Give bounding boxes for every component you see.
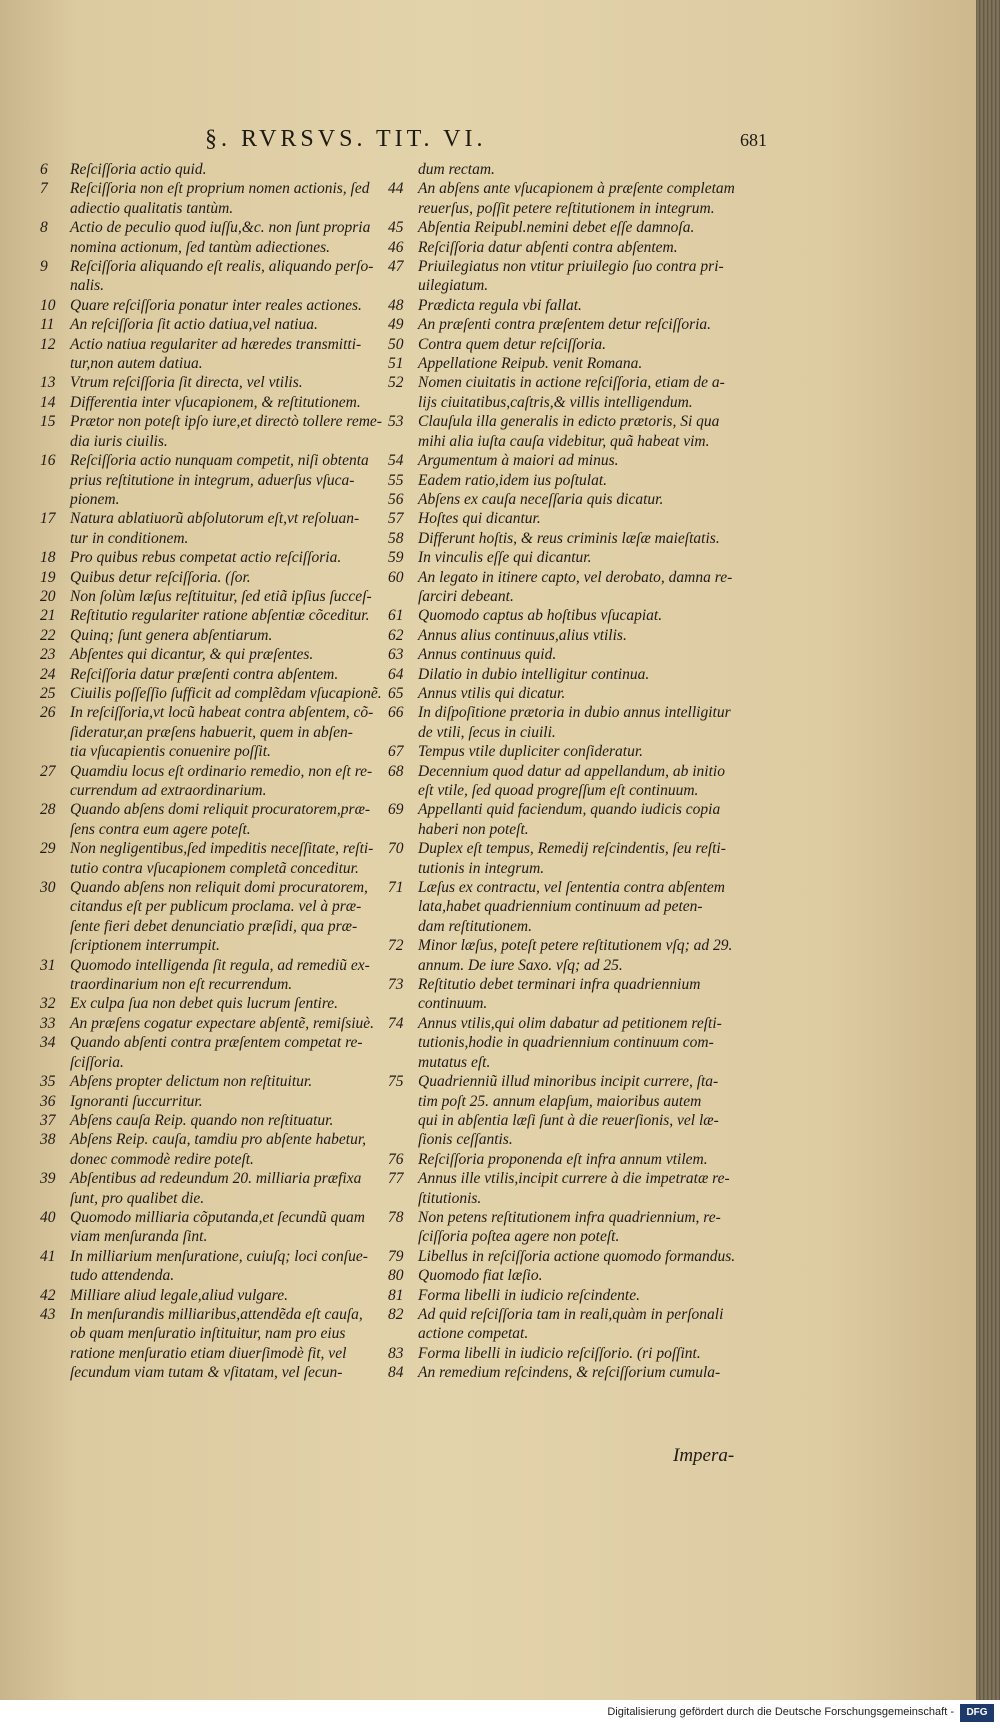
entry-text-line: In milliarium menſuratione, cuiuſq; loci conſue- [70,1247,368,1265]
entry-number: 68 [388,762,404,780]
entry-text-line: ſtitutionis. [418,1189,482,1207]
entry-text-line: Duplex eſt tempus, Remedij reſcindentis, ſeu reſti- [418,840,726,858]
index-entry [388,684,748,703]
entry-text-line: nomina actionum, ſed tantùm adiectiones. [70,238,331,256]
index-entry [388,354,748,373]
entry-number: 63 [388,646,404,664]
entry-number: 6 [40,161,48,178]
entry-text-line: Abſens cauſa Reip. quando non reſtituatur. [70,1111,334,1129]
entry-text-line: Quadrienniũ illud minoribus incipit currere, ſta- [418,1073,719,1091]
entry-text-line: tur,non autem datiua. [70,355,203,373]
index-entry [388,1014,748,1072]
index-entry [388,160,748,179]
entry-number: 25 [40,684,56,702]
entry-text-line: Abſentibus ad redeundum 20. milliaria præfixa [70,1170,362,1188]
entry-text-line: Reſciſſoria aliquando eſt realis, aliquando perſo- [70,258,374,276]
entry-text-line: Quando abſens non reliquit domi procuratorem, [70,879,368,897]
entry-text-line: prius reſtitutione in integrum, aduerſus vſuca- [70,471,355,489]
index-entry [388,839,748,878]
entry-number: 72 [388,937,404,955]
index-entry [40,587,400,606]
entry-number: 75 [388,1073,404,1091]
entry-text-line: ſciſſoria. [70,1053,124,1071]
entry-text-line: In vinculis eſſe qui dicantur. [418,549,592,567]
entry-text-line: Actio de peculio quod iuſſu,&c. non ſunt propria [70,219,371,237]
entry-text-line: Pro quibus rebus competat actio reſciſſoria. [70,549,342,567]
entry-text-line: Annus alius continuus,alius vtilis. [418,626,627,644]
index-entry [40,218,400,257]
entry-text-line: Abſens ex cauſa neceſſaria quis dicatur. [418,490,664,508]
entry-number: 39 [40,1170,56,1188]
index-entry [40,762,400,801]
index-entry [388,1208,748,1247]
entry-number: 21 [40,607,56,625]
entry-text-line: Quamdiu locus eſt ordinario remedio, non eſt re- [70,762,373,780]
entry-number: 45 [388,219,404,237]
index-entry [40,335,400,374]
entry-number: 56 [388,490,404,508]
index-entry [40,160,400,179]
entry-text-line: In diſpoſitione prætoria in dubio annus intelligitur [418,704,731,722]
entry-text-line: Priuilegiatus non vtitur priuilegio ſuo contra pri- [418,258,724,276]
entry-text-line: Prædicta regula vbi fallat. [418,296,582,314]
entry-number: 27 [40,762,56,780]
index-entry [388,529,748,548]
index-entry [388,257,748,296]
entry-number: 20 [40,587,56,605]
entry-text-line: Reſtitutio regulariter ratione abſentiæ cõceditur. [70,607,370,625]
index-entry [388,626,748,645]
entry-number: 77 [388,1170,404,1188]
index-entry [388,179,748,218]
entry-text-line: tutionis,hodie in quadriennium continuum com- [418,1034,714,1052]
index-entry [388,878,748,936]
entry-text-line: Differunt hoſtis, & reus criminis læſæ maieſtatis. [418,529,720,547]
entry-number: 70 [388,840,404,858]
index-entry [388,742,748,761]
entry-number: 9 [40,258,48,276]
index-entry [40,393,400,412]
entry-text-line: actione competat. [418,1325,529,1343]
entry-text-line: mutatus eſt. [418,1053,491,1071]
entry-text-line: Abſens Reip. cauſa, tamdiu pro abſente habetur, [70,1131,367,1149]
dfg-logo: DFG [960,1704,994,1722]
entry-text-line: Natura ablatiuorũ abſolutorum eſt,vt reſoluan- [70,510,360,528]
index-entry [388,451,748,470]
entry-text-line: ſideratur,an præſens habuerit, quem in abſen- [70,723,353,741]
entry-number: 29 [40,840,56,858]
index-entry [388,373,748,412]
index-entry [388,762,748,801]
entry-text-line: ratione menſuratio etiam diuerſimodè fit, vel [70,1344,347,1362]
index-entry [388,936,748,975]
index-entry [388,665,748,684]
entry-number: 81 [388,1286,404,1304]
index-entry [40,1092,400,1111]
entry-number: 18 [40,549,56,567]
index-entry [40,1130,400,1169]
entry-text-line: Vtrum reſciſſoria ſit directa, vel vtilis. [70,374,303,392]
entry-number: 35 [40,1073,56,1091]
entry-text-line: continuum. [418,995,488,1013]
entry-text-line: Reſciſſoria non eſt proprium nomen actionis, ſed [70,180,370,198]
entry-text-line: tur in conditionem. [70,529,189,547]
entry-text-line: Non petens reſtitutionem infra quadriennium, re- [418,1208,721,1226]
entry-number: 34 [40,1034,56,1052]
index-entry [388,1150,748,1169]
entry-text-line: Nomen ciuitatis in actione reſciſſoria, etiam de a- [418,374,725,392]
index-entry [40,1111,400,1130]
index-entry [388,975,748,1014]
index-entry [40,1286,400,1305]
entry-number: 66 [388,704,404,722]
entry-number: 84 [388,1364,404,1382]
entry-text-line: qui in abſentia læſi ſunt à die reuerſionis, vel læ- [418,1111,719,1129]
entry-number: 71 [388,879,404,897]
entry-text-line: Quomodo intelligenda ſit regula, ad remediũ ex- [70,956,370,974]
index-entry [40,606,400,625]
page-header [0,126,976,162]
entry-number: 52 [388,374,404,392]
entry-text-line: dum rectam. [418,161,495,178]
entry-text-line: Ad quid reſciſſoria tam in reali,quàm in perſonali [418,1305,724,1323]
entry-text-line: Ignoranti ſuccurritur. [70,1092,203,1110]
entry-number: 61 [388,607,404,625]
footer-credit: Digitalisierung gefördert durch die Deutsche Forschungsgemeinschaft - [607,1706,954,1718]
entry-number: 40 [40,1208,56,1226]
index-entry [388,509,748,528]
page-number: 681 [740,130,767,150]
index-entry [40,994,400,1013]
index-entry [40,800,400,839]
entry-text-line: Reſciſſoria datur præſenti contra abſentem. [70,665,339,683]
entry-text-line: Clauſula illa generalis in edicto prætoris, Si qua [418,413,720,431]
index-entry [388,548,748,567]
index-entry [40,509,400,548]
entry-text-line: Quando abſens domi reliquit procuratorem,præ- [70,801,371,819]
entry-text-line: An præſens cogatur expectare abſentẽ, remiſsiuè. [70,1014,375,1032]
index-entry [388,490,748,509]
entry-text-line: pionem. [70,490,120,508]
entry-text-line: Quibus detur reſciſſoria. (ſor. [70,568,251,586]
entry-number: 8 [40,219,48,237]
entry-number: 82 [388,1305,404,1323]
entry-text-line: Annus vtilis qui dicatur. [418,684,566,702]
index-entry [40,548,400,567]
entry-text-line: ſunt, pro qualibet die. [70,1189,205,1207]
entry-text-line: Quinq; ſunt genera abſentiarum. [70,626,273,644]
entry-text-line: citandus eſt per publicum proclama. vel à præ- [70,898,362,916]
catchword: Impera- [673,1445,735,1466]
entry-number: 17 [40,510,56,528]
entry-number: 24 [40,665,56,683]
entry-number: 62 [388,626,404,644]
index-entry [40,451,400,509]
entry-number: 32 [40,995,56,1013]
entry-text-line: currendum ad extraordinarium. [70,782,267,799]
entry-text-line: Abſens propter delictum non reſtituitur. [70,1073,313,1091]
entry-text-line: Abſentia Reipubl.nemini debet eſſe damnoſa. [418,219,695,237]
entry-number: 28 [40,801,56,819]
entry-number: 38 [40,1131,56,1149]
entry-text-line: Quomodo fiat læſio. [418,1267,543,1285]
index-column-right [388,160,748,1383]
index-entry [40,1305,400,1383]
index-entry [40,1072,400,1091]
index-column-left [40,160,400,1383]
entry-text-line: Non ſolùm læſus reſtituitur, ſed etiã ipſius ſucceſ- [70,587,372,605]
entry-number: 57 [388,510,404,528]
index-entry [40,1014,400,1033]
entry-text-line: Argumentum à maiori ad minus. [418,452,619,470]
index-entry [40,956,400,995]
index-entry [40,684,400,703]
entry-text-line: Minor læſus, poteſt petere reſtitutionem vſq; ad 29. [418,937,733,955]
entry-number: 50 [388,335,404,353]
entry-number: 10 [40,296,56,314]
entry-number: 43 [40,1305,56,1323]
entry-text-line: Dilatio in dubio intelligitur continua. [418,665,650,683]
entry-text-line: Reſciſſoria proponenda eſt infra annum vtilem. [418,1150,708,1168]
entry-text-line: Ciuilis poſſeſſio ſufficit ad complẽdam vſucapionẽ. [70,684,382,702]
entry-text-line: Quare reſciſſoria ponatur inter reales actiones. [70,296,362,314]
entry-text-line: tutio contra vſucapionem completã conceditur. [70,859,359,877]
entry-text-line: Actio natiua regulariter ad hæredes transmitti- [70,335,362,353]
entry-text-line: Hoſtes qui dicantur. [418,510,541,528]
index-entry [40,568,400,587]
entry-text-line: Appellatione Reipub. venit Romana. [418,355,643,373]
entry-number: 30 [40,879,56,897]
entry-text-line: uilegiatum. [418,277,489,295]
entry-number: 31 [40,956,56,974]
entry-text-line: Quomodo captus ab hoſtibus vſucapiat. [418,607,663,625]
entry-text-line: traordinarium non eſt recurrendum. [70,976,293,994]
entry-number: 51 [388,355,404,373]
entry-text-line: donec commodè redire poteſt. [70,1150,254,1168]
entry-number: 48 [388,296,404,314]
index-entry [388,1344,748,1363]
entry-number: 60 [388,568,404,586]
entry-number: 55 [388,471,404,489]
index-entry [40,665,400,684]
index-entry [388,218,748,237]
entry-number: 23 [40,646,56,664]
entry-text-line: annum. De iure Saxo. vſq; ad 25. [418,956,623,974]
entry-text-line: In reſciſſoria,vt locũ habeat contra abſentem, cõ- [70,704,374,722]
index-entry [388,238,748,257]
entry-number: 22 [40,626,56,644]
entry-text-line: Læſus ex contractu, vel ſententia contra abſentem [418,879,725,897]
index-entry [388,1169,748,1208]
index-entry [40,626,400,645]
page-edge [976,0,1000,1729]
entry-text-line: Forma libelli in iudicio reſcindente. [418,1286,640,1304]
entry-text-line: Non negligentibus,ſed impeditis neceſſitate, reſti- [70,840,374,858]
entry-number: 53 [388,413,404,431]
entry-text-line: ſciſſoria poſtea agere non poteſt. [418,1228,620,1246]
index-entry [388,1072,748,1150]
index-entry [388,568,748,607]
entry-text-line: An præſenti contra præſentem detur reſciſſoria. [418,316,712,334]
entry-number: 67 [388,743,404,761]
index-entry [388,412,748,451]
entry-number: 44 [388,180,404,198]
entry-text-line: Abſentes qui dicantur, & qui præſentes. [70,646,314,664]
entry-text-line: reuerſus, poſſit petere reſtitutionem in integrum. [418,199,715,217]
index-entry [40,645,400,664]
index-entry [388,606,748,625]
entry-number: 36 [40,1092,56,1110]
entry-text-line: eſt vtile, ſed quoad progreſſum eſt continuum. [418,782,699,799]
entry-text-line: ſente fieri debet denunciatio præſidi, qua præ- [70,917,358,935]
running-title: §. RVRSVS. TIT. VI. [205,126,487,152]
entry-text-line: Forma libelli in iudicio reſciſſorio. (ri poſſint. [418,1344,701,1362]
entry-number: 7 [40,180,48,198]
entry-text-line: lijs ciuitatibus,caſtris,& villis intelligendum. [418,393,693,411]
entry-text-line: tutionis in integrum. [418,859,545,877]
entry-number: 69 [388,801,404,819]
index-entry [40,878,400,956]
entry-text-line: Milliare aliud legale,aliud vulgare. [70,1286,288,1304]
entry-number: 41 [40,1247,56,1265]
entry-text-line: Reſtitutio debet terminari infra quadriennium [418,976,701,994]
entry-number: 79 [388,1247,404,1265]
index-entry [40,179,400,218]
entry-text-line: ſcriptionem interrumpit. [70,937,220,955]
entry-text-line: An remedium reſcindens, & reſciſſorium cumula- [418,1364,721,1382]
entry-number: 11 [40,316,55,334]
index-entry [388,1266,748,1285]
entry-text-line: Reſciſſoria actio nunquam competit, niſi obtenta [70,452,369,470]
index-entry [40,296,400,315]
index-entry [40,1208,400,1247]
index-entry [388,1363,748,1382]
entry-number: 37 [40,1111,56,1129]
index-entry [40,703,400,761]
entry-text-line: Annus vtilis,qui olim dabatur ad petitionem reſti- [418,1014,722,1032]
entry-number: 26 [40,704,56,722]
entry-text-line: ſionis ceſſantis. [418,1131,513,1149]
entry-number: 42 [40,1286,56,1304]
index-entry [388,296,748,315]
entry-text-line: tia vſucapientis conuenire poſſit. [70,743,271,761]
entry-number: 13 [40,374,56,392]
entry-number: 46 [388,238,404,256]
entry-number: 54 [388,452,404,470]
index-entry [388,645,748,664]
entry-number: 19 [40,568,56,586]
entry-text-line: ſecundum viam tutam & vſitatam, vel ſecun- [70,1364,343,1382]
entry-number: 59 [388,549,404,567]
index-entry [388,800,748,839]
entry-number: 76 [388,1150,404,1168]
entry-text-line: lata,habet quadriennium continuum ad peten- [418,898,703,916]
entry-text-line: adiectio qualitatis tantùm. [70,199,234,217]
index-entry [388,1286,748,1305]
entry-text-line: ſarciri debeant. [418,587,514,605]
index-entry [40,315,400,334]
entry-text-line: In menſurandis milliaribus,attendẽda eſt cauſa, [70,1305,363,1323]
entry-text-line: viam menſuranda ſint. [70,1228,208,1246]
entry-text-line: Libellus in reſciſſoria actione quomodo formandus. [418,1247,736,1265]
entry-text-line: Annus continuus quid. [418,646,557,664]
entry-text-line: Contra quem detur reſciſſoria. [418,335,606,353]
entry-text-line: ſens contra eum agere poteſt. [70,820,251,838]
entry-number: 80 [388,1267,404,1285]
index-entry [40,1169,400,1208]
index-entry [40,1033,400,1072]
entry-text-line: nalis. [70,277,105,295]
entry-number: 78 [388,1208,404,1226]
entry-number: 16 [40,452,56,470]
index-entry [388,471,748,490]
index-entry [40,839,400,878]
entry-text-line: mihi alia iuſta cauſa videbitur, quã habeat vim. [418,432,710,450]
index-entry [40,412,400,451]
entry-number: 58 [388,529,404,547]
footer-bar [0,1700,1000,1729]
entry-number: 65 [388,684,404,702]
index-entry [388,703,748,742]
entry-number: 33 [40,1014,56,1032]
entry-text-line: dia iuris ciuilis. [70,432,168,450]
entry-text-line: de vtili, ſecus in ciuili. [418,723,556,741]
entry-text-line: Quomodo milliaria cõputanda,et ſecundũ quam [70,1208,365,1226]
index-entry [388,1305,748,1344]
entry-text-line: Ex culpa ſua non debet quis lucrum ſentire. [70,995,339,1013]
index-entry [40,257,400,296]
entry-text-line: Reſciſſoria datur abſenti contra abſentem. [418,238,678,256]
index-entry [40,1247,400,1286]
entry-text-line: Reſciſſoria actio quid. [70,161,207,178]
index-entry [388,315,748,334]
entry-text-line: Quando abſenti contra præſentem competat re- [70,1034,363,1052]
entry-text-line: Decennium quod datur ad appellandum, ab initio [418,762,725,780]
entry-number: 14 [40,393,56,411]
entry-text-line: An legato in itinere capto, vel derobato, damna re- [418,568,733,586]
entry-text-line: Prætor non poteſt ipſo iure,et directò tollere reme- [70,413,382,431]
entry-text-line: Tempus vtile dupliciter conſideratur. [418,743,644,761]
index-entry [40,373,400,392]
entry-text-line: Annus ille vtilis,incipit currere à die impetratæ re- [418,1170,730,1188]
entry-text-line: ob quam menſuratio inſtituitur, nam pro eius [70,1325,346,1343]
entry-number: 12 [40,335,56,353]
entry-text-line: Appellanti quid faciendum, quando iudicis copia [418,801,721,819]
entry-number: 83 [388,1344,404,1362]
index-entry [388,1247,748,1266]
entry-text-line: haberi non poteſt. [418,820,529,838]
entry-number: 64 [388,665,404,683]
entry-number: 73 [388,976,404,994]
entry-number: 49 [388,316,404,334]
entry-text-line: tudo attendenda. [70,1267,175,1285]
index-entry [388,335,748,354]
entry-text-line: Differentia inter vſucapionem, & reſtitutionem. [70,393,361,411]
entry-text-line: tim poſt 25. annum elapſum, maioribus autem [418,1092,702,1110]
entry-text-line: Eadem ratio,idem ius poſtulat. [418,471,608,489]
entry-number: 47 [388,258,404,276]
entry-number: 15 [40,413,56,431]
entry-number: 74 [388,1014,404,1032]
entry-text-line: An reſciſſoria ſit actio datiua,vel natiua. [70,316,318,334]
entry-text-line: dam reſtitutionem. [418,917,532,935]
entry-text-line: An abſens ante vſucapionem à præſente completam [418,180,735,198]
